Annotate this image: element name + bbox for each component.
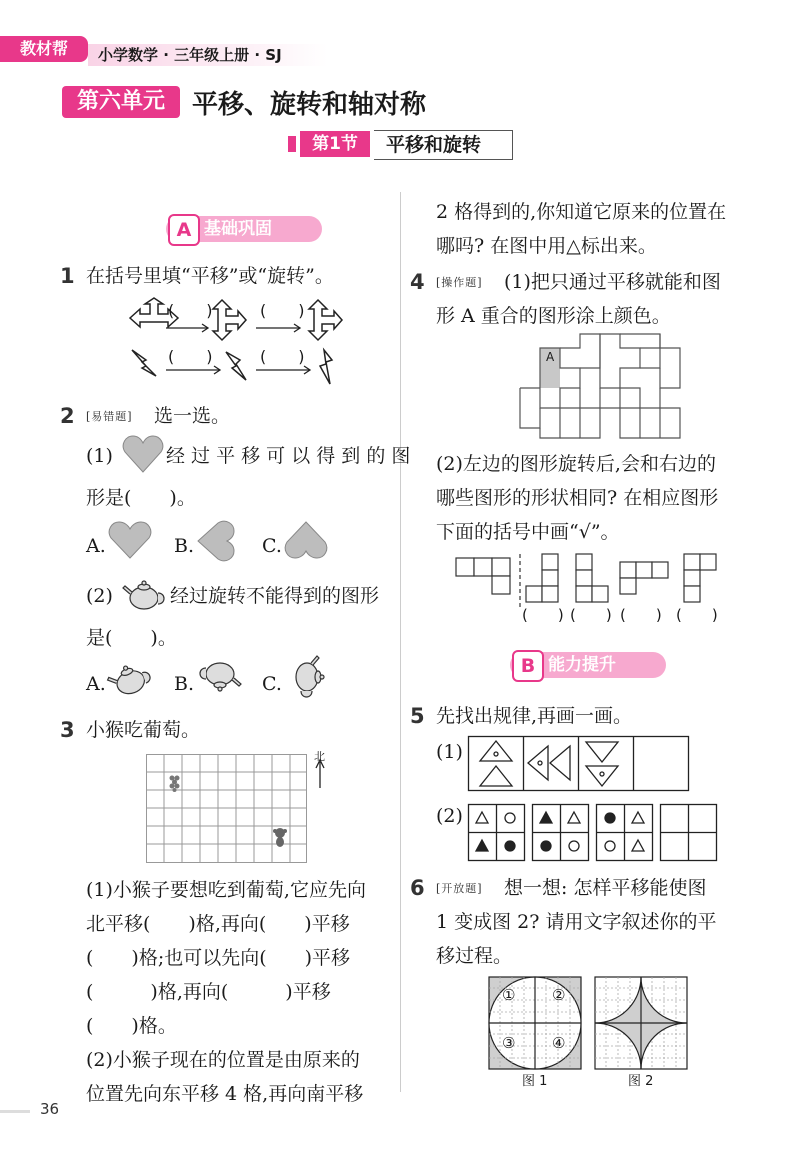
q5-text: 先找出规律,再画一画。 bbox=[436, 705, 633, 727]
section-b-letter: B bbox=[512, 650, 544, 682]
q2-part1-label: (1) bbox=[86, 445, 113, 467]
q6-line-2: 1 变成图 2? 请用文字叙述你的平 bbox=[436, 911, 717, 933]
section-a-title: 基础巩固 bbox=[204, 219, 272, 239]
reference-shape bbox=[456, 558, 510, 594]
north-label: 北 bbox=[314, 750, 325, 763]
lightning-icon bbox=[226, 352, 246, 380]
section-a-pill bbox=[166, 216, 322, 242]
teapot-option-a[interactable] bbox=[108, 660, 154, 696]
option-shape-2 bbox=[576, 554, 608, 602]
circled-1: ① bbox=[502, 986, 516, 1004]
q1-blank-3[interactable]: ( ) bbox=[168, 347, 213, 366]
q4-blank-2[interactable]: ( ) bbox=[570, 606, 612, 624]
q2-number: 2 bbox=[60, 404, 75, 428]
teapot-option-b[interactable] bbox=[196, 660, 242, 696]
q4-number: 4 bbox=[410, 270, 425, 294]
arrow-cross-icon bbox=[309, 300, 342, 340]
heart-option-c[interactable] bbox=[284, 520, 328, 562]
circled-4: ④ bbox=[552, 1034, 566, 1052]
rotation-shapes bbox=[454, 552, 724, 612]
figure-1-caption: 图 1 bbox=[522, 1074, 548, 1089]
option-shape-4 bbox=[684, 554, 716, 602]
section-title: 平移和旋转 bbox=[374, 130, 513, 160]
heart-option-a[interactable] bbox=[108, 520, 152, 560]
q5-pattern-2 bbox=[468, 804, 718, 862]
heart-shape bbox=[122, 434, 164, 474]
q2-part2-label: (2) bbox=[86, 585, 113, 607]
section-b-title: 能力提升 bbox=[548, 655, 616, 675]
q6-tag: [开放题] bbox=[436, 882, 483, 895]
unit-badge: 第六单元 bbox=[62, 86, 180, 118]
q2-part1-text: 经 过 平 移 可 以 得 到 的 图 bbox=[166, 445, 411, 467]
section-marker bbox=[288, 136, 296, 152]
q4-blank-3[interactable]: ( ) bbox=[620, 606, 662, 624]
circled-3: ③ bbox=[502, 1034, 516, 1052]
q1-figure-row2 bbox=[128, 346, 358, 390]
q2b-option-c-label: C. bbox=[262, 673, 282, 695]
q3-line-5: ( )格。 bbox=[86, 1015, 177, 1037]
header-tab: 教材帮 bbox=[0, 36, 88, 62]
q1-number: 1 bbox=[60, 264, 75, 288]
q4-blank-4[interactable]: ( ) bbox=[676, 606, 718, 624]
q4-tag: [操作题] bbox=[436, 276, 483, 289]
q6-line-3: 移过程。 bbox=[436, 945, 513, 967]
q1-blank-4[interactable]: ( ) bbox=[260, 347, 305, 366]
q1-text: 在括号里填“平移”或“旋转”。 bbox=[86, 265, 334, 287]
section-badge: 第1节 bbox=[300, 131, 370, 157]
q4-line-3: (2)左边的图形旋转后,会和右边的 bbox=[436, 453, 716, 475]
q5-pattern-1 bbox=[468, 736, 690, 792]
q5-number: 5 bbox=[410, 704, 425, 728]
q4-line-5: 下面的括号中画“√”。 bbox=[436, 521, 620, 543]
monkey-grid bbox=[146, 754, 332, 864]
q4-line-4: 哪些图形的形状相同? 在相应图形 bbox=[436, 487, 719, 509]
q1-blank-1[interactable]: ( ) bbox=[168, 301, 213, 320]
option-shape-3 bbox=[620, 562, 668, 594]
teapot-option-c[interactable] bbox=[284, 656, 330, 700]
book-title: 小学数学 · 三年级上册 · SJ bbox=[88, 44, 328, 66]
q6-number: 6 bbox=[410, 876, 425, 900]
arrow-cross-icon bbox=[213, 300, 246, 340]
q1-figure-row1 bbox=[128, 298, 358, 342]
q3-line-2: 北平移( )格,再向( )平移 bbox=[86, 913, 350, 935]
q6-line-1: 想一想: 怎样平移能使图 bbox=[504, 877, 707, 899]
figure-2-caption: 图 2 bbox=[628, 1074, 654, 1089]
lightning-icon bbox=[320, 350, 332, 384]
q3-line-1: (1)小猴子要想吃到葡萄,它应先向 bbox=[86, 879, 366, 901]
q2-part1-answer: 形是( )。 bbox=[86, 487, 196, 509]
q3-cont-line-2: 哪吗? 在图中用△标出来。 bbox=[436, 235, 657, 257]
page-line bbox=[0, 1110, 30, 1113]
section-b-pill bbox=[510, 652, 666, 678]
q3-cont-line-1: 2 格得到的,你知道它原来的位置在 bbox=[436, 201, 727, 223]
q2-option-c-label: C. bbox=[262, 535, 282, 557]
column-divider bbox=[400, 192, 401, 1092]
q5-part2-label: (2) bbox=[436, 805, 463, 827]
q4-line-2: 形 A 重合的图形涂上颜色。 bbox=[436, 305, 671, 327]
tiling-cell-a: A bbox=[546, 350, 555, 364]
section-a-letter: A bbox=[168, 214, 200, 246]
unit-title: 平移、旋转和轴对称 bbox=[192, 90, 427, 120]
q2b-option-a-label: A. bbox=[86, 673, 106, 695]
q1-blank-2[interactable]: ( ) bbox=[260, 301, 305, 320]
page-number: 36 bbox=[40, 1100, 60, 1118]
q2-tag: [易错题] bbox=[86, 410, 133, 423]
teapot-icon bbox=[122, 576, 168, 612]
q3-line-7: 位置先向东平移 4 格,再向南平移 bbox=[86, 1083, 364, 1105]
heart-option-b[interactable] bbox=[196, 520, 240, 562]
q4-blank-1[interactable]: ( ) bbox=[522, 606, 564, 624]
q5-part1-label: (1) bbox=[436, 741, 463, 763]
tiling-figure bbox=[520, 334, 686, 438]
q2-part2-answer: 是( )。 bbox=[86, 627, 177, 649]
q3-text: 小猴吃葡萄。 bbox=[86, 719, 201, 741]
q2-text: 选一选。 bbox=[154, 405, 231, 427]
q2-option-a-label: A. bbox=[86, 535, 106, 557]
q3-line-4: ( )格,再向( )平移 bbox=[86, 981, 331, 1003]
circled-2: ② bbox=[552, 986, 566, 1004]
q3-line-3: ( )格;也可以先向( )平移 bbox=[86, 947, 351, 969]
q2-part2-text: 经过旋转不能得到的图形 bbox=[170, 585, 380, 607]
q3-number: 3 bbox=[60, 718, 75, 742]
q6-figure-2 bbox=[594, 976, 688, 1070]
lightning-icon bbox=[132, 350, 156, 376]
q2-option-b-label: B. bbox=[174, 535, 195, 557]
q3-line-6: (2)小猴子现在的位置是由原来的 bbox=[86, 1049, 360, 1071]
q4-line-1: (1)把只通过平移就能和图 bbox=[504, 271, 721, 293]
option-shape-1 bbox=[526, 554, 558, 602]
q2b-option-b-label: B. bbox=[174, 673, 195, 695]
